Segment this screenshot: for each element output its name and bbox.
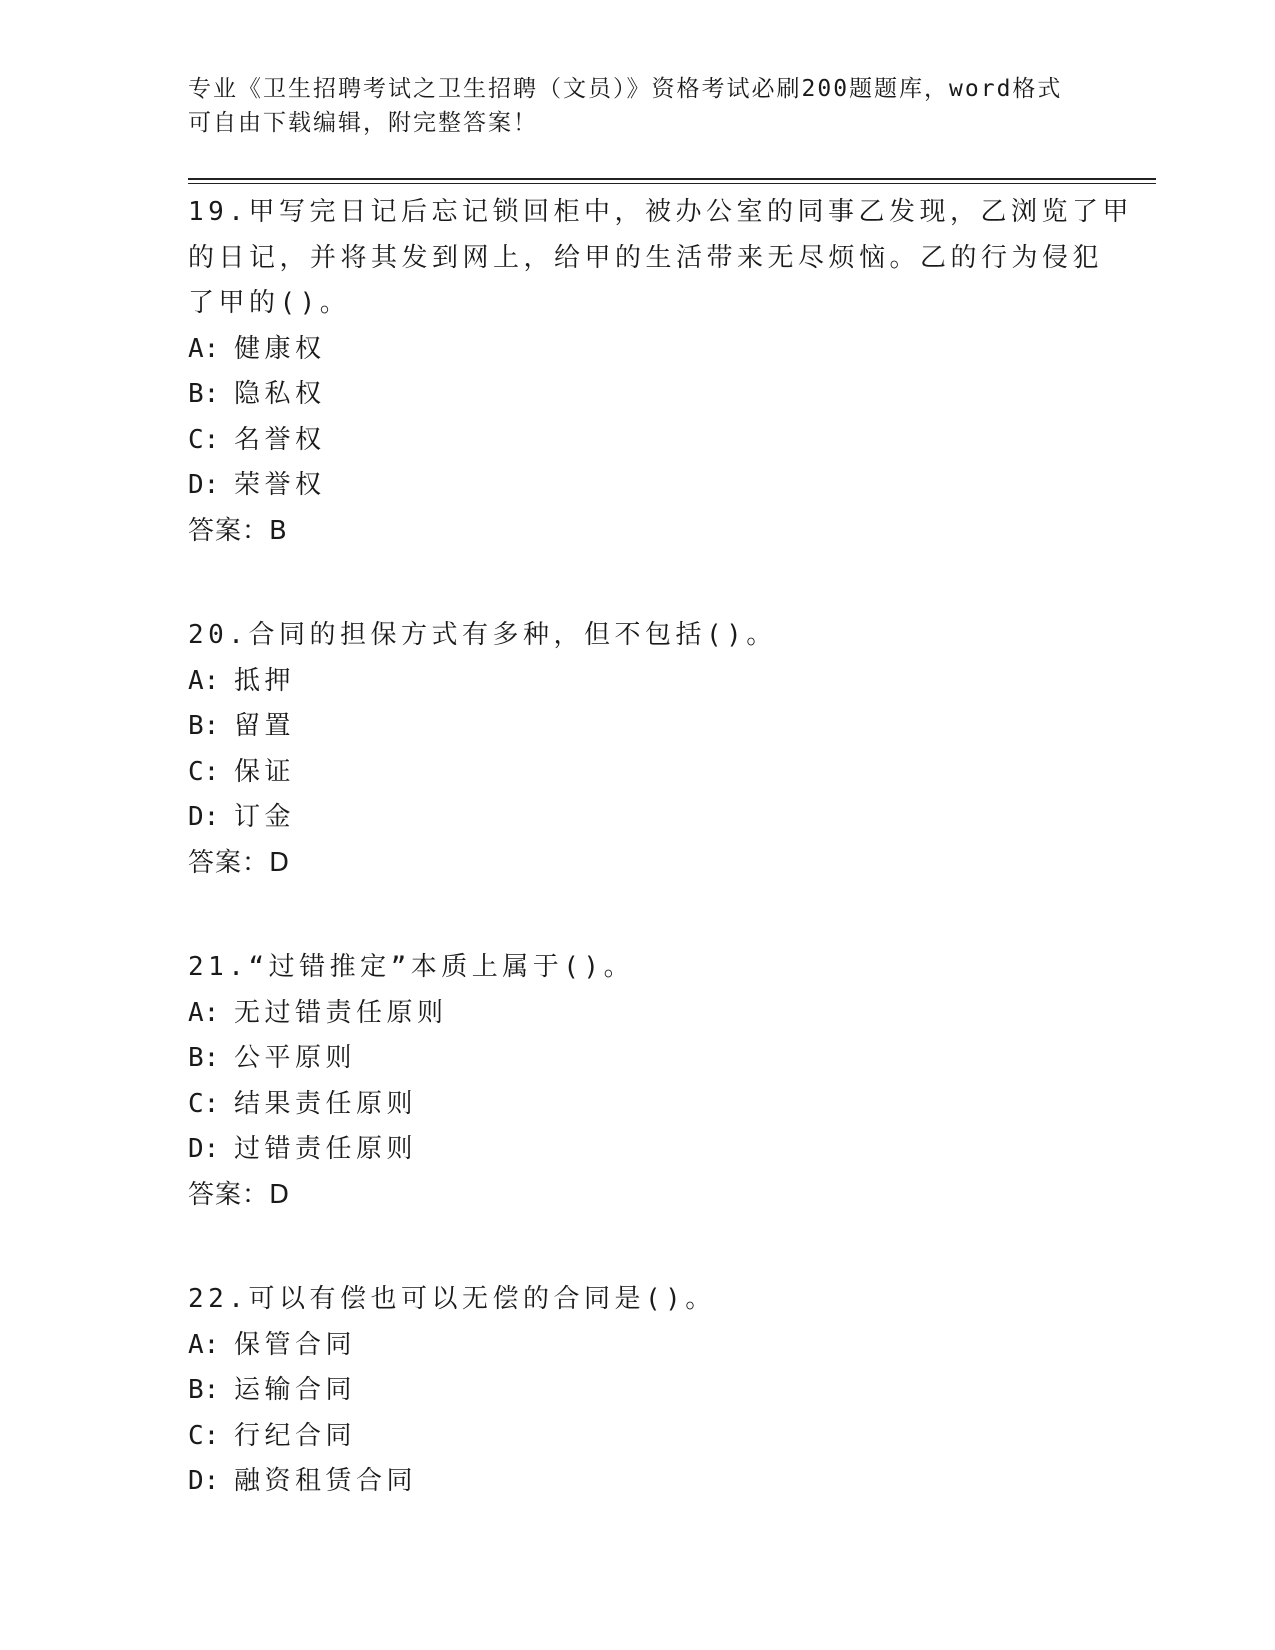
option-text: 健康权	[234, 333, 326, 364]
document-header	[188, 72, 1088, 140]
header-title-line-2: 可自由下载编辑，附完整答案！	[188, 110, 538, 136]
question-stem-line: 了甲的()。	[188, 288, 351, 318]
question-list	[188, 190, 1133, 1564]
option-c	[188, 1082, 1088, 1128]
option-text: 公平原则	[234, 1043, 357, 1073]
option-a	[188, 1323, 1088, 1369]
option-a	[188, 659, 1088, 705]
option-text: 留置	[234, 711, 296, 741]
option-text: 融资租赁合同	[234, 1466, 418, 1496]
option-b	[188, 1368, 1088, 1414]
option-d	[188, 795, 1088, 841]
question-stem	[188, 1277, 1088, 1323]
option-key: A:	[188, 997, 220, 1028]
question-stem-line: 21.“过错推定”本质上属于()。	[188, 952, 635, 982]
option-d	[188, 1127, 1088, 1173]
option-d	[188, 1459, 1088, 1505]
question-stem-line: 19.甲写完日记后忘记锁回柜中，被办公室的同事乙发现，乙浏览了甲	[188, 197, 1133, 227]
option-c	[188, 418, 1088, 464]
option-text: 保管合同	[234, 1329, 357, 1360]
option-text: 名誉权	[234, 424, 326, 455]
option-key: A:	[188, 333, 220, 364]
option-b	[188, 372, 1088, 418]
option-text: 隐私权	[234, 379, 326, 409]
answer-line: 答案：D	[188, 1179, 291, 1210]
option-d	[188, 463, 1088, 509]
question-stem-line: 22.可以有偿也可以无偿的合同是()。	[188, 1284, 716, 1314]
option-key: D:	[188, 1134, 220, 1164]
option-key: D:	[188, 802, 220, 832]
option-key: A:	[188, 1329, 220, 1360]
header-divider-thin	[188, 183, 1156, 184]
option-a	[188, 327, 1088, 373]
option-a	[188, 991, 1088, 1037]
option-key: B:	[188, 711, 220, 741]
option-key: D:	[188, 470, 220, 500]
option-key: B:	[188, 1043, 220, 1073]
option-text: 订金	[234, 802, 296, 832]
option-c	[188, 1414, 1088, 1460]
option-key: B:	[188, 379, 220, 409]
option-b	[188, 704, 1088, 750]
option-text: 保证	[234, 756, 296, 787]
option-c	[188, 750, 1088, 796]
option-key: A:	[188, 665, 220, 696]
option-text: 结果责任原则	[234, 1088, 418, 1119]
option-key: C:	[188, 1088, 220, 1119]
question-stem-line: 20.合同的担保方式有多种，但不包括()。	[188, 620, 777, 650]
option-text: 行纪合同	[234, 1420, 357, 1451]
question-21	[188, 945, 1088, 1218]
question-20	[188, 613, 1088, 886]
header-divider-thick	[188, 178, 1156, 180]
option-key: C:	[188, 756, 220, 787]
option-text: 过错责任原则	[234, 1134, 418, 1164]
question-stem-line: 的日记，并将其发到网上，给甲的生活带来无尽烦恼。乙的行为侵犯	[188, 242, 1104, 273]
question-19	[188, 190, 1133, 554]
question-stem	[188, 190, 1133, 327]
option-text: 荣誉权	[234, 470, 326, 500]
answer-line: 答案：D	[188, 847, 291, 878]
option-text: 抵押	[234, 665, 296, 696]
question-stem	[188, 945, 1088, 991]
answer-line: 答案：B	[188, 515, 288, 546]
option-key: D:	[188, 1466, 220, 1496]
question-stem	[188, 613, 1088, 659]
option-key: C:	[188, 1420, 220, 1451]
option-text: 无过错责任原则	[234, 997, 448, 1028]
option-key: C:	[188, 424, 220, 455]
header-title-line-1: 专业《卫生招聘考试之卫生招聘（文员）》资格考试必刷200题题库，word格式	[188, 76, 1063, 102]
option-key: B:	[188, 1375, 220, 1405]
question-22	[188, 1277, 1088, 1505]
option-text: 运输合同	[234, 1375, 357, 1405]
option-b	[188, 1036, 1088, 1082]
